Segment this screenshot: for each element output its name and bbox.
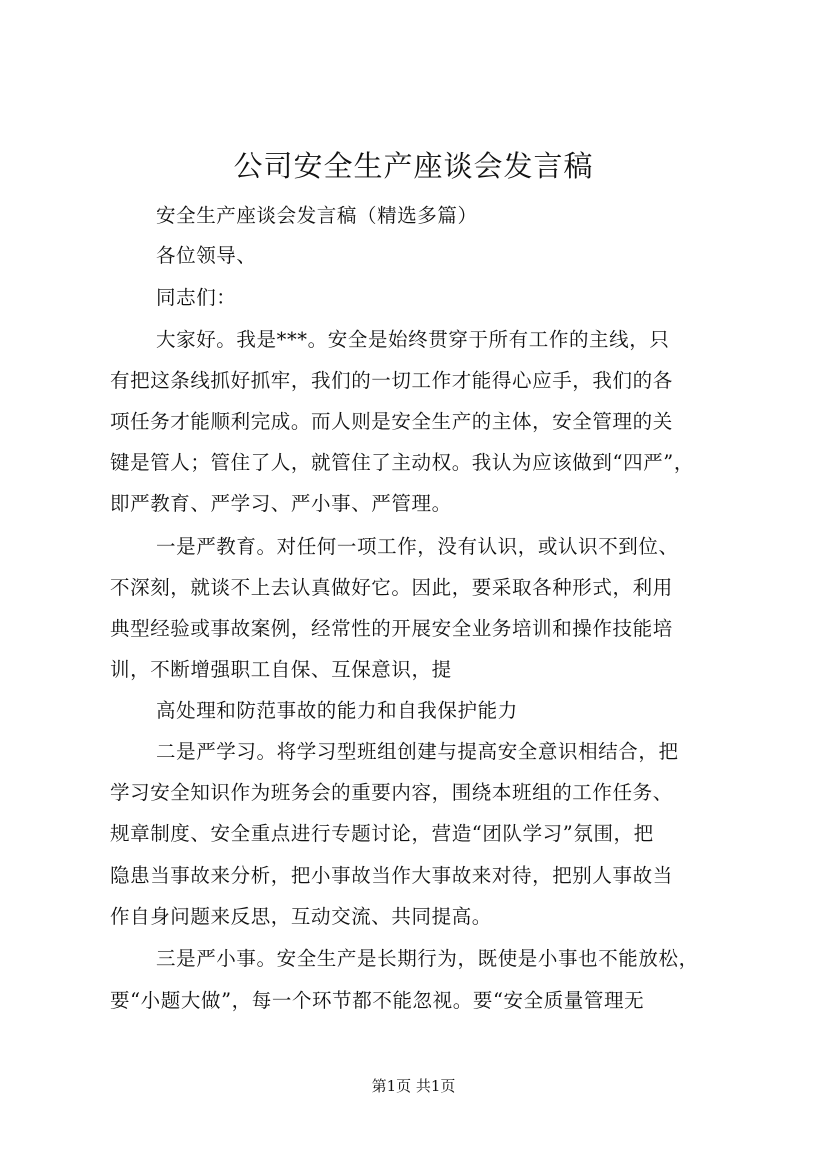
paragraph-line: 项任务才能顺利完成。而人则是安全生产的主体，安全管理的关 <box>110 410 673 433</box>
paragraph-line: 要“小题大做”，每一个环节都不能忽视。要“安全质量管理无 <box>110 989 645 1012</box>
paragraph-line: 三是严小事。安全生产是长期行为，既使是小事也不能放松， <box>156 947 699 970</box>
document-title: 公司安全生产座谈会发言稿 <box>233 149 594 183</box>
paragraph-line: 训，不断增强职工自保、互保意识，提 <box>110 658 452 681</box>
paragraph-line: 有把这条线抓好抓牢，我们的一切工作才能得心应手，我们的各 <box>110 369 673 392</box>
paragraph-line: 学习安全知识作为班务会的重要内容，围绕本班组的工作任务、 <box>110 781 673 804</box>
salutation-line: 同志们： <box>156 286 237 309</box>
salutation-line: 各位领导、 <box>156 244 257 267</box>
paragraph-line: 即严教育、严学习、严小事、严管理。 <box>110 492 452 515</box>
paragraph-line: 大家好。我是***。安全是始终贯穿于所有工作的主线，只 <box>156 328 670 351</box>
paragraph-line: 一是严教育。对任何一项工作，没有认识，或认识不到位、 <box>156 535 679 558</box>
paragraph-line: 键是管人；管住了人，就管住了主动权。我认为应该做到“四严”， <box>110 451 694 474</box>
paragraph-line: 典型经验或事故案例，经常性的开展安全业务培训和操作技能培 <box>110 617 673 640</box>
paragraph-line: 高处理和防范事故的能力和自我保护能力 <box>156 699 518 722</box>
paragraph-line: 作自身问题来反思，互动交流、共同提高。 <box>110 905 492 928</box>
paragraph-line: 隐患当事故来分析，把小事故当作大事故来对待，把别人事故当 <box>110 864 673 887</box>
paragraph-line: 二是严学习。将学习型班组创建与提高安全意识相结合，把 <box>156 740 679 763</box>
subtitle-line: 安全生产座谈会发言稿（精选多篇） <box>156 204 478 227</box>
page-footer: 第1页 共1页 <box>371 1077 456 1095</box>
paragraph-line: 规章制度、安全重点进行专题讨论，营造“团队学习”氛围，把 <box>110 822 654 845</box>
paragraph-line: 不深刻，就谈不上去认真做好它。因此，要采取各种形式，利用 <box>110 576 673 599</box>
